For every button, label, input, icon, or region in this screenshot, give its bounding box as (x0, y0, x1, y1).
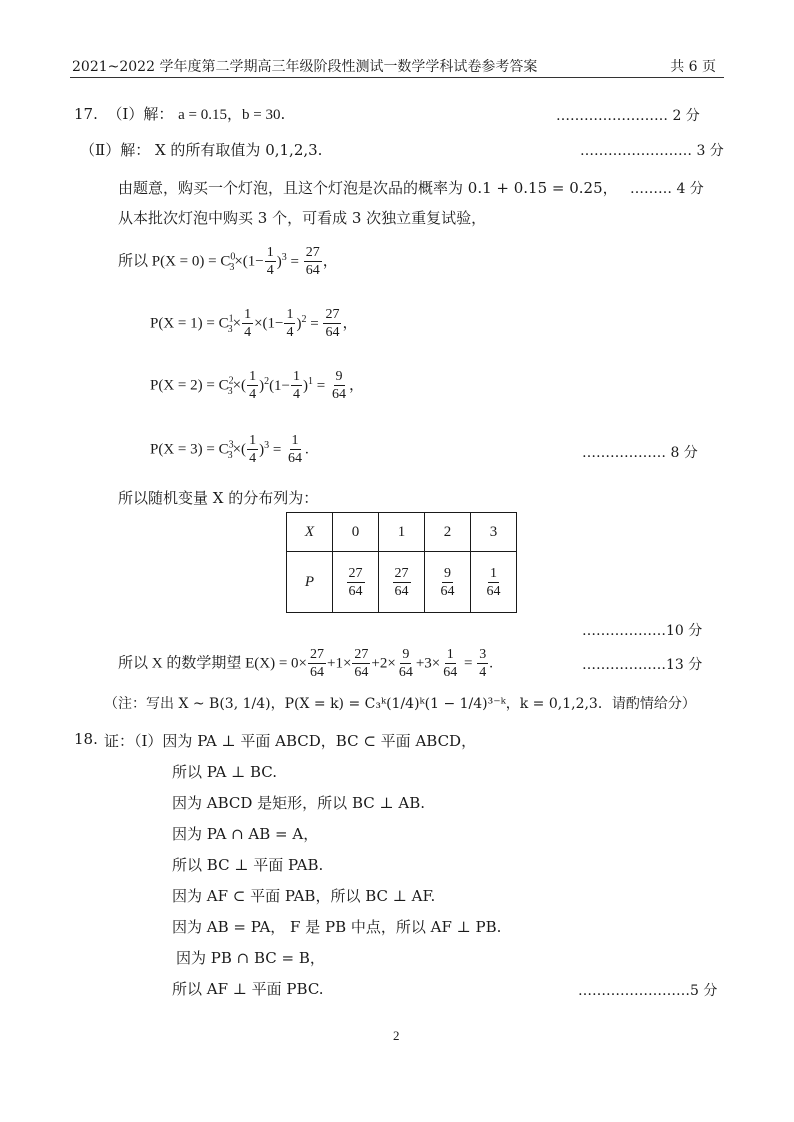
score-q17-4: ……………… 8 分 (582, 445, 698, 461)
score-q17-5: ………………10 分 (582, 623, 703, 639)
table-cell: $\frac{27}{64}$ (333, 552, 379, 613)
q17-part1: 17. （Ⅰ）解： a = 0.15，b = 30. (74, 105, 286, 123)
table-cell: $\frac{9}{64}$ (425, 552, 471, 613)
q17-part2 (80, 139, 322, 160)
q18-line: 因为 PB ∩ BC = B， (176, 949, 325, 967)
table-cell: 2 (425, 513, 471, 552)
q18-line: 所以 BC ⊥ 平面 PAB. (172, 856, 324, 874)
table-cell: 3 (471, 513, 517, 552)
table-cell: 1 (379, 513, 425, 552)
eq-px1: $P(X = 1) = C^1_3\times$ $\frac{1}{4}$ ×(1− $\frac{1}{4}$ )$^2$ = $\frac{27}{64}$ ， (150, 307, 358, 340)
q17-trials-line: 从本批次灯泡中购买 3 个，可看成 3 次独立重复试验， (118, 209, 487, 227)
table-cell: P (287, 552, 333, 613)
document-header: 2021~2022 学年度第二学期高三年级阶段性测试一数学学科试卷参考答案 (72, 59, 538, 75)
q18-line: 所以 PA ⊥ BC. (172, 763, 277, 781)
q17-part2-text: X 的所有取值为 0,1,2,3. (154, 141, 323, 159)
q17-number: 17. (74, 105, 98, 123)
score-q17-2: …………………… 3 分 (580, 143, 724, 159)
page-count: 共 6 页 (670, 59, 716, 75)
table-cell: X (287, 513, 333, 552)
score-q17-1: …………………… 2 分 (556, 108, 700, 124)
score-q17-3: ……… 4 分 (630, 181, 704, 197)
q18-line: 因为 ABCD 是矩形，所以 BC ⊥ AB. (172, 794, 425, 812)
score-q17-6: ………………13 分 (582, 657, 703, 673)
grading-note: （注：写出 X ~ B(3, 1/4)，P(X = k) = C₃ᵏ(1/4)ᵏ(1 − 1/4)³⁻ᵏ，k = 0,1,2,3．请酌情给分） (104, 696, 696, 712)
table-cell: $\frac{1}{64}$ (471, 552, 517, 613)
eq-px3: $P(X = 3) = C^3_3\times$( $\frac{1}{4}$ )$^3$ = $\frac{1}{64}$ . (150, 433, 309, 466)
header-rule (70, 77, 724, 78)
q18-line: 所以 AF ⊥ 平面 PBC. (172, 980, 324, 998)
table-cell: $\frac{27}{64}$ (379, 552, 425, 613)
table-row (287, 552, 517, 613)
q18-line: 因为 AF ⊂ 平面 PAB，所以 BC ⊥ AF. (172, 887, 436, 905)
q17-part2-label: （Ⅱ）解： (80, 141, 151, 159)
page-number: 2 (393, 1028, 400, 1043)
table-cell: 0 (333, 513, 379, 552)
distribution-table (286, 512, 517, 613)
table-row (287, 513, 517, 552)
distribution-intro: 所以随机变量 X 的分布列为： (118, 489, 319, 507)
q18-line: 因为 PA ∩ AB = A， (172, 825, 319, 843)
q17-a-value: a = 0.15 (178, 107, 227, 123)
q17-part1-label: （Ⅰ）解： (107, 105, 174, 123)
q18-line: 证：（Ⅰ）因为 PA ⊥ 平面 ABCD，BC ⊂ 平面 ABCD， (104, 732, 477, 750)
q18-number: 18. (74, 730, 98, 748)
expectation-line: 所以 X 的数学期望 E(X) = 0× $\frac{27}{64}$ +1× $\frac{27}{64}$ +2× $\frac{9}{64}$ +3× $\frac{1}{64}$ = $\frac{3}{4}$ . (118, 647, 493, 680)
q18-line: 因为 AB = PA， F 是 PB 中点，所以 AF ⊥ PB. (172, 918, 502, 936)
q17-b-value: b = 30 (242, 107, 281, 123)
eq-px0: 所以 $P(X = 0) = C^0_3\times(1-$ $\frac{1}{4}$ )$^3$ = $\frac{27}{64}$ ， (118, 245, 338, 278)
q17-probability-line: 由题意，购买一个灯泡，且这个灯泡是次品的概率为 0.1 + 0.15 = 0.25， (118, 179, 618, 197)
score-q18-1: ……………………5 分 (578, 983, 718, 999)
eq-px2: $P(X = 2) = C^2_3\times$( $\frac{1}{4}$ )$^2$(1− $\frac{1}{4}$ )$^1$ = $\frac{9}{64}$ ， (150, 369, 365, 402)
